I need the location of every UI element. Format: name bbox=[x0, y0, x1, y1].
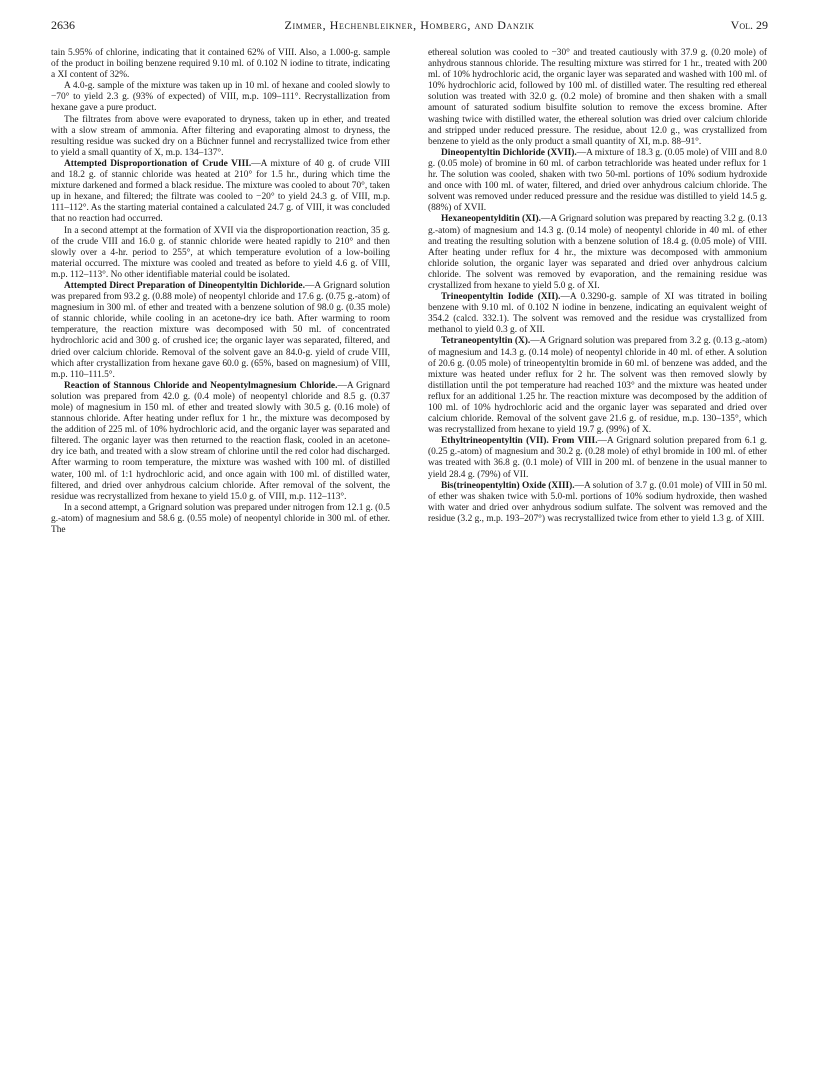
section-heading: Trineopentyltin Iodide (XII). bbox=[441, 292, 561, 303]
section-heading: Hexaneopentylditin (XI). bbox=[441, 214, 542, 225]
paragraph bbox=[51, 503, 390, 536]
paragraph-text: A 4.0-g. sample of the mixture was taken up in 10 ml. of hexane and cooled slowly to −70° to yield 2.3 g. (93% of expected) of VIII, m.p. 109–111°. Recrystallization from hexane gave a pure product. bbox=[51, 81, 390, 114]
section-heading: Tetraneopentyltin (X). bbox=[441, 336, 531, 347]
left-column bbox=[51, 48, 390, 536]
page-number: 2636 bbox=[51, 18, 75, 32]
paragraph bbox=[51, 381, 390, 503]
section-heading: Bis(trineopentyltin) Oxide (XIII). bbox=[441, 480, 575, 491]
paragraph-text: tain 5.95% of chlorine, indicating that it contained 62% of VIII. Also, a 1.000-g. sample of the product in boiling benzene required 9.10 ml. of 0.102 N iodine to titrate, indicating a XI content of 32%. bbox=[51, 48, 390, 81]
section-heading: Attempted Direct Preparation of Dineopentyltin Dichloride. bbox=[64, 280, 305, 291]
running-header bbox=[51, 18, 768, 34]
paragraph-text: —A mixture of 18.3 g. (0.05 mole) of VIII and 8.0 g. (0.05 mole) of bromine in 60 ml. of carbon tetrachloride was heated under reflux for 1 hr. The solution was cooled, shaken with two 50-ml. portions of 10% sodium hydroxide and once with 100 ml. of water, filtered, and dried over anhydrous calcium chloride. The solvent was removed under reduced pressure and the residue was distilled to yield 14.5 g. (88%) of XVII. bbox=[428, 147, 767, 214]
paragraph-text: ethereal solution was cooled to −30° and treated cautiously with 37.9 g. (0.20 mole) of anhydrous stannous chloride. The resulting mixture was stirred for 1 hr., treated with 200 ml. of 10% hydrochloric acid, the organic layer was separated and washed with 100 ml. of 10% hydrochloric acid, followed by 100 ml. of distilled water. The resulting red ethereal solution was treated with 32.0 g. (0.2 mole) of bromine and then shaken with a small amount of saturated sodium bisulfite solution to remove the excess bromine. After washing twice with distilled water, the ethereal solution was dried over calcium chloride and stripped under reduced pressure. The residue, about 12.0 g., was crystallized from benzene to yield as the only product a small quantity of XI, m.p. 88–91°. bbox=[428, 48, 767, 147]
volume-label: Vol. 29 bbox=[730, 18, 768, 32]
paragraph-text: In a second attempt at the formation of XVII via the disproportionation reaction, 35 g. of the crude VIII and 16.0 g. of stannic chloride were heated rapidly to 210° and then slowly over a 4-hr. period to 255°, at which temperature evolution of a low-boiling material occurred. The mixture was cooled and treated as before to yield 4.6 g. of VIII, m.p. 112–113°. No other identifiable material could be isolated. bbox=[51, 225, 390, 280]
paragraph-text: —A 0.3290-g. sample of XI was titrated in boiling benzene with 9.10 ml. of 0.102 N iodine in benzene, indicating an equivalent weight of 354.2 (calcd. 332.1). The solvent was removed and the residue was crystallized from methanol to yield 0.3 g. of XII. bbox=[428, 292, 767, 336]
section-heading: Attempted Disproportionation of Crude VIII. bbox=[64, 158, 252, 169]
paragraph bbox=[51, 226, 390, 281]
paragraph bbox=[428, 336, 767, 436]
paragraph-text: —A solution of 3.7 g. (0.01 mole) of VIII in 50 ml. of ether was shaken twice with 5.0-ml. portions of 10% sodium hydroxide, then washed with water and dried over anhydrous sodium sulfate. The solvent was removed and the residue (3.2 g., m.p. 193–207°) was recrystallized twice from ether to yield 1.3 g. of XIII. bbox=[428, 480, 768, 524]
paragraph-text: —A Grignard solution prepared from 6.1 g. (0.25 g.-atom) of magnesium and 30.2 g. (0.28 mole) of ethyl bromide in 100 ml. of ether was treated with 36.8 g. (0.1 mole) of VIII in 200 ml. of benzene in the usual manner to yield 28.4 g. (79%) of VII. bbox=[428, 436, 767, 480]
paragraph-text: The filtrates from above were evaporated to dryness, taken up in ether, and treated with a slow stream of ammonia. After filtering and evaporating almost to dryness, the resulting residue was sucked dry on a Büchner funnel and recrystallized twice from ether to yield a small quantity of X, m.p. 134–137°. bbox=[51, 114, 390, 158]
running-authors: Zimmer, Hechenbleikner, Homberg, and Danzik bbox=[284, 18, 535, 32]
section-heading: Ethyltrineopentyltin (VII). From VIII. bbox=[441, 436, 598, 447]
paragraph bbox=[428, 292, 767, 336]
paragraph-text: —A Grignard solution was prepared from 3.2 g. (0.13 g.-atom) of magnesium and 14.3 g. (0.14 mole) of neopentyl chloride in 40 ml. of ether. A solution of 20.6 g. (0.05 mole) of trineopentyltin bromide in 60 ml. of benzene was added, and the mixture was heated under reflux for 2 hr. The solvent was then removed slowly by distillation until the pot temperature had reached 103° and the mixture was heated under reflux for an additional 1.25 hr. The reaction mixture was decomposed by the addition of 100 ml. of 10% hydrochloric acid and the organic layer was separated and dried over calcium chloride. Removal of the solvent gave 21.6 g. of residue, m.p. 130–135°, which was recrystallized from hexane to yield 19.7 g. (99%) of X. bbox=[428, 336, 768, 436]
paragraph bbox=[51, 48, 390, 81]
paragraph bbox=[428, 436, 767, 480]
paragraph-text: —A Grignard solution was prepared from 42.0 g. (0.4 mole) of neopentyl chloride and 8.5 g. (0.37 mole) of magnesium in 150 ml. of ether and treated slowly with 30.5 g. (0.16 mole) of stannous chloride. After heating under reflux for 1 hr., the mixture was decomposed by the addition of 225 ml. of 10% hydrochloric acid, and the organic layer was separated and filtered. The organic layer was then returned to the reaction flask, cooled in an acetone-dry ice bath, and treated with a slow stream of chlorine until the red color had discharged. After warming to room temperature, the mixture was washed with 100 ml. of distilled water, 100 ml. of 1:1 hydrochloric acid, and once again with 100 ml. of distilled water, filtered, and dried over anhydrous calcium chloride. After removal of the solvent, the residue was recrystallized from hexane to yield 15.0 g. of VIII, m.p. 112–113°. bbox=[51, 380, 390, 502]
paragraph-text: —A Grignard solution was prepared by reacting 3.2 g. (0.13 g.-atom) of magnesium and 14.3 g. (0.14 mole) of neopentyl chloride in 40 ml. of ether and treating the resulting solution with a benzene solution of 18.4 g. (0.05 mole) of VIII. After heating under reflux for 4 hr., the mixture was decomposed with ammonium chloride solution, the organic layer was separated and dried over anhydrous calcium chloride. The solvent was removed by evaporation, and the remaining residue was crystallized from hexane to yield 5.0 g. of XI. bbox=[428, 214, 768, 291]
section-heading: Dineopentyltin Dichloride (XVII). bbox=[441, 147, 577, 158]
paragraph bbox=[51, 159, 390, 226]
paragraph-text: —A mixture of 40 g. of crude VIII and 18.2 g. of stannic chloride was heated at 210° for 1.5 hr., during which time the mixture darkened and formed a black residue. The mixture was cooled to about 70°, taken up in hexane, and filtered; the filtrate was cooled to −20° to yield 24.3 g. of VIII, m.p. 111–112°. As the starting material contained a calculated 24.7 g. of VIII, it was concluded that no reaction had occurred. bbox=[51, 158, 390, 225]
paragraph bbox=[51, 281, 390, 381]
paragraph bbox=[428, 214, 767, 292]
paragraph bbox=[428, 481, 767, 525]
paragraph bbox=[51, 81, 390, 114]
paragraph bbox=[428, 148, 767, 215]
paragraph-text: —A Grignard solution was prepared from 93.2 g. (0.88 mole) of neopentyl chloride and 17.6 g. (0.75 g.-atom) of magnesium in 300 ml. of ether and treated with a benzene solution of 98.0 g. (0.35 mole) of stannic chloride, while cooling in an acetone-dry ice bath. After warming to room temperature, the reaction mixture was decomposed with 50 ml. of concentrated hydrochloric acid and 300 g. of crushed ice; the organic layer was separated, filtered, and dried over calcium chloride. Removal of the solvent gave an 84.0-g. yield of crude VIII, which after crystallization from hexane gave 60.0 g. (65%, based on magnesium) of VIII, m.p. 110–111.5°. bbox=[51, 280, 390, 380]
paragraph bbox=[428, 48, 767, 148]
paragraph-text: In a second attempt, a Grignard solution was prepared under nitrogen from 12.1 g. (0.5 g.-atom) of magnesium and 58.6 g. (0.55 mole) of neopentyl chloride in 300 ml. of ether. The bbox=[51, 502, 390, 536]
section-heading: Reaction of Stannous Chloride and Neopentylmagnesium Chloride. bbox=[64, 380, 338, 391]
paragraph bbox=[51, 115, 390, 159]
right-column bbox=[428, 48, 767, 525]
